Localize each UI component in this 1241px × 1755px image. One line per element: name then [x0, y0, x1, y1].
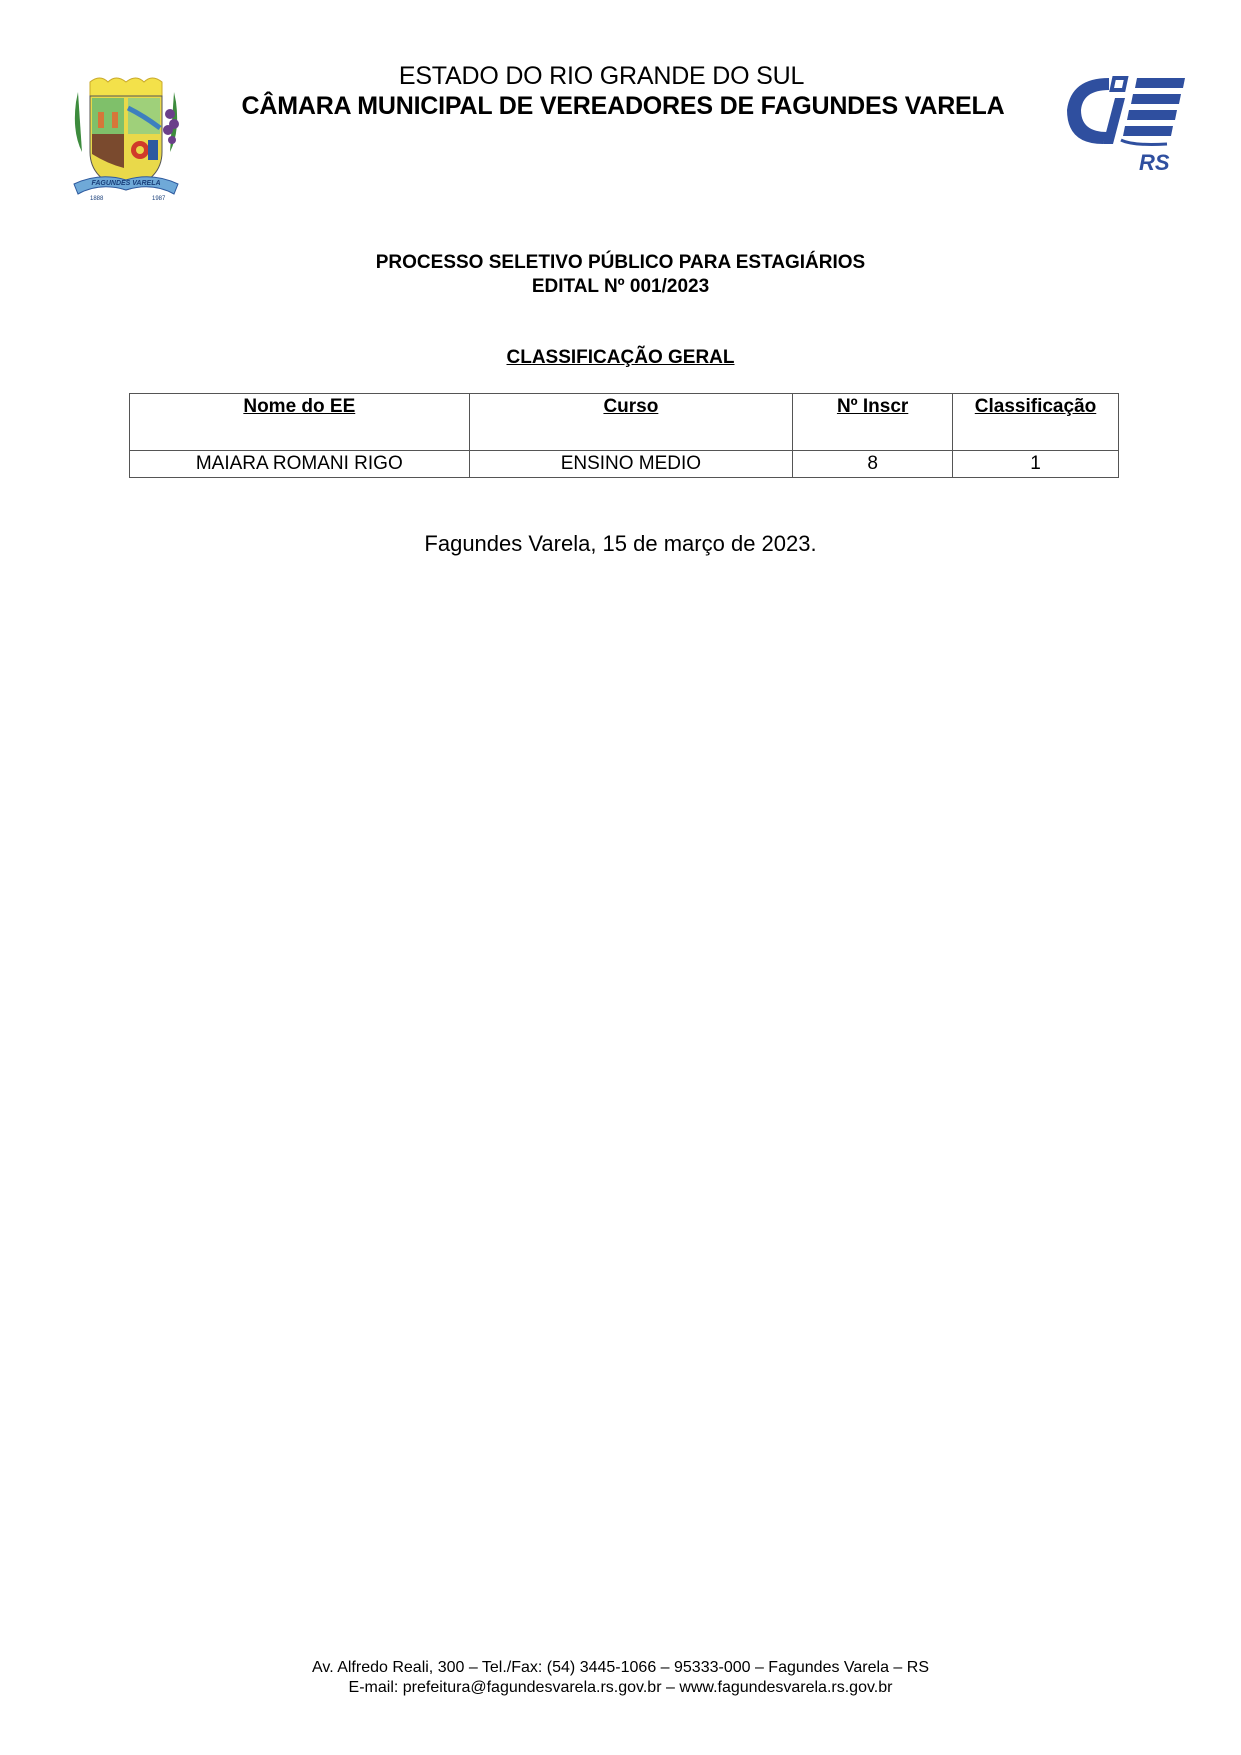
state-header: ESTADO DO RIO GRANDE DO SUL — [398, 62, 805, 90]
classification-table — [129, 393, 1119, 478]
column-header-course: Curso — [469, 394, 793, 451]
svg-text:FAGUNDES VARELA: FAGUNDES VARELA — [91, 180, 161, 187]
column-header-classification: Classificação — [953, 394, 1119, 451]
institution-header — [0, 92, 1241, 121]
footer-contact: E-mail: prefeitura@fagundesvarela.rs.gov.br – www.fagundesvarela.rs.gov.br — [348, 1679, 893, 1696]
institution-name: CÂMARA MUNICIPAL DE VEREADORES DE FAGUNDES VARELA — [241, 92, 1005, 120]
date-line: Fagundes Varela, 15 de março de 2023. — [424, 531, 817, 556]
cell-course: ENSINO MEDIO — [469, 451, 793, 478]
table-header-row — [130, 394, 1119, 451]
cell-registration: 8 — [793, 451, 953, 478]
column-header-registration: Nº Inscr — [793, 394, 953, 451]
footer-address: Av. Alfredo Reali, 300 – Tel./Fax: (54) 3445-1066 – 95333-000 – Fagundes Varela – RS — [312, 1659, 929, 1676]
column-header-name: Nome do EE — [130, 394, 470, 451]
table-row — [130, 451, 1119, 478]
svg-text:RS: RS — [1139, 150, 1170, 174]
svg-text:1987: 1987 — [152, 196, 166, 202]
section-title: CLASSIFICAÇÃO GERAL — [506, 347, 735, 368]
ciee-rs-logo — [1063, 74, 1187, 174]
document-title: PROCESSO SELETIVO PÚBLICO PARA ESTAGIÁRIOS — [375, 252, 866, 273]
cell-name: MAIARA ROMANI RIGO — [130, 451, 470, 478]
cell-classification: 1 — [953, 451, 1119, 478]
edital-number: EDITAL Nº 001/2023 — [531, 276, 710, 297]
svg-text:1888: 1888 — [90, 196, 104, 202]
